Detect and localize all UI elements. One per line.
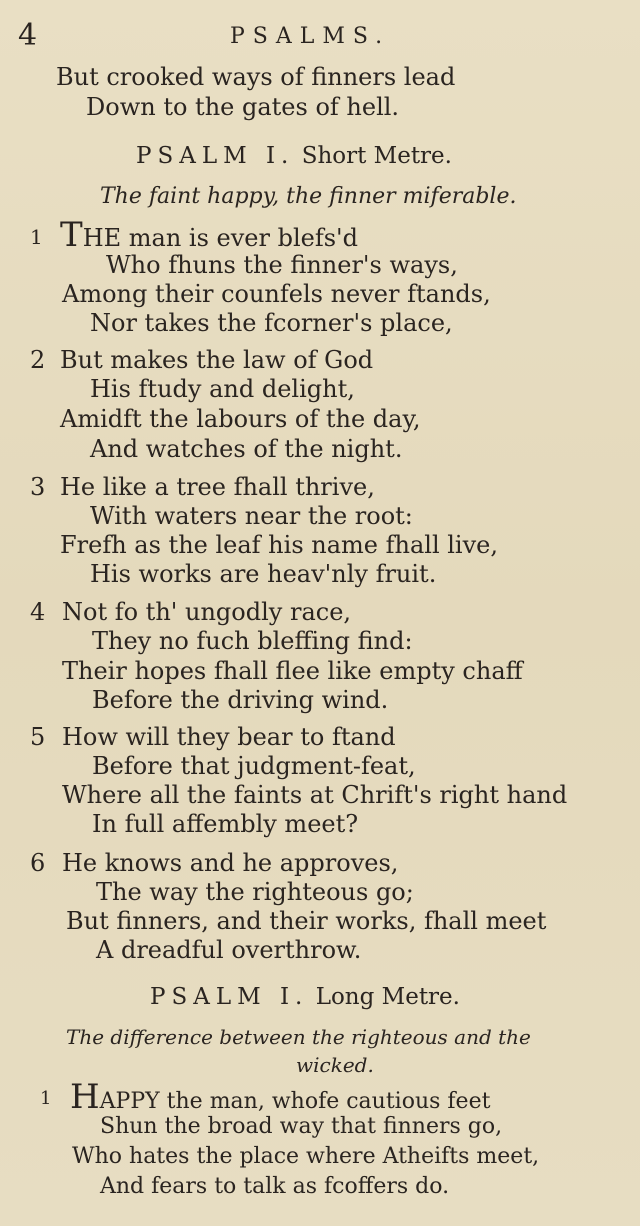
verse-line: Frefh as the leaf his name fhall live, — [60, 531, 498, 559]
drop-cap: H — [70, 1077, 100, 1117]
verse-line: How will they bear to ftand — [62, 723, 396, 751]
verse-line: Amidft the labours of the day, — [60, 405, 421, 433]
verse-line: And fears to talk as fcoffers do. — [100, 1174, 450, 1199]
psalm-heading-caps: PSALM I. — [136, 143, 295, 169]
verse-number: 6 — [30, 849, 46, 877]
psalm-heading — [150, 982, 460, 1012]
verse-line: His ftudy and delight, — [90, 375, 355, 403]
running-head — [0, 18, 640, 58]
verse-line: Nor takes the fcorner's place, — [90, 309, 453, 337]
psalm-heading-metre: Long Metre. — [315, 984, 460, 1010]
verse-line: His works are heav'nly fruit. — [90, 560, 437, 588]
page-number: 4 — [18, 18, 38, 53]
verse-line: The way the righteous go; — [96, 878, 414, 906]
verse-line: Before the driving wind. — [92, 686, 389, 714]
running-title: PSALMS. — [230, 24, 391, 49]
verse-line-text: HE man is ever blefs'd — [82, 224, 359, 252]
verse-line: He knows and he approves, — [62, 849, 399, 877]
verse-line: Before that judgment-feat, — [92, 752, 416, 780]
psalm-subtitle: The faint happy, the finner miferable. — [100, 184, 517, 209]
verse-number: 4 — [30, 598, 46, 626]
verse-line: A dreadful overthrow. — [96, 936, 362, 964]
verse-line: Not fo th' ungodly race, — [62, 598, 352, 626]
psalm-heading — [136, 141, 452, 171]
continuation-line: Down to the gates of hell. — [86, 93, 400, 121]
verse-number: 5 — [30, 723, 46, 751]
verse-line: He like a tree fhall thrive, — [60, 473, 375, 501]
verse-line: But finners, and their works, fhall meet — [66, 907, 547, 935]
verse-line: With waters near the root: — [90, 502, 413, 530]
verse-line: Where all the faints at Chrift's right hand — [62, 781, 568, 809]
verse-number: 1 — [30, 225, 43, 249]
verse-line-text: APPY the man, whofe cautious feet — [99, 1089, 491, 1114]
psalm-heading-caps: PSALM I. — [150, 984, 309, 1010]
verse-line: They no fuch bleffing find: — [92, 627, 413, 655]
psalm-subtitle: wicked. — [296, 1053, 374, 1077]
verse-line: Who fhuns the finner's ways, — [106, 251, 458, 279]
verse-line: But makes the law of God — [60, 346, 374, 374]
psalm-heading-metre: Short Metre. — [301, 143, 452, 169]
verse-line: In full affembly meet? — [92, 810, 359, 838]
verse-line: And watches of the night. — [90, 435, 403, 463]
verse-line: Shun the broad way that finners go, — [100, 1114, 503, 1139]
continuation-line: But crooked ways of finners lead — [56, 63, 456, 91]
verse-line: Among their counfels never ftands, — [62, 280, 491, 308]
verse-line: Their hopes fhall flee like empty chaff — [62, 657, 523, 685]
verse-line — [60, 215, 359, 255]
verse-number: 2 — [30, 346, 46, 374]
drop-cap: T — [60, 215, 83, 255]
verse-number: 1 — [40, 1088, 52, 1109]
verse-number: 3 — [30, 473, 46, 501]
verse-line: Who hates the place where Atheifts meet, — [72, 1144, 540, 1169]
psalm-subtitle: The difference between the righteous and the — [66, 1025, 531, 1049]
